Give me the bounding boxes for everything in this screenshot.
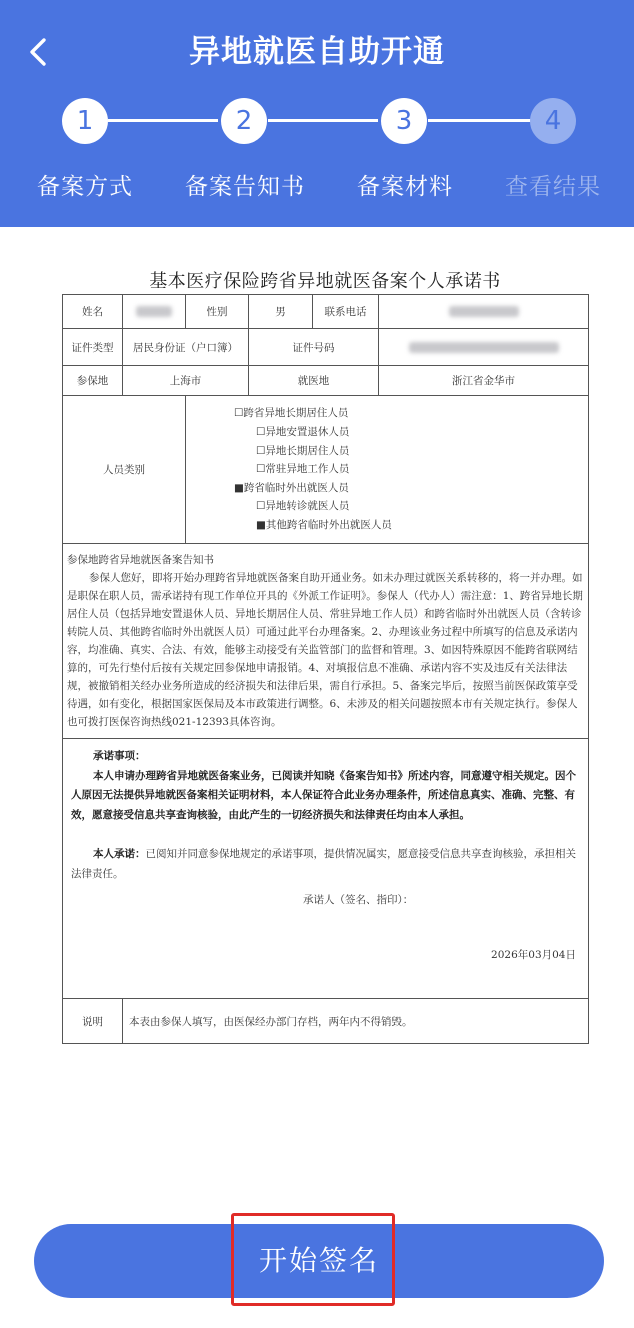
id-number-label: 证件号码 — [249, 329, 379, 366]
remark-text: 本表由参保人填写，由医保经办部门存档，两年内不得销毁。 — [123, 999, 589, 1044]
id-number-value — [379, 329, 589, 366]
category-option: ☐常驻异地工作人员 — [256, 463, 350, 476]
step-1-label: 备案方式 — [37, 174, 133, 200]
gender-value: 男 — [249, 295, 313, 329]
category-option: ■其他跨省临时外出就医人员 — [256, 518, 392, 531]
step-4-circle: 4 — [530, 98, 576, 144]
commitment-section — [63, 739, 589, 999]
treatment-place-label: 就医地 — [249, 366, 379, 396]
step-connector — [268, 119, 378, 122]
category-option: ☐异地长期居住人员 — [256, 444, 350, 457]
header-bar — [0, 0, 634, 227]
step-progress — [0, 98, 634, 142]
category-option: ☐异地转诊就医人员 — [256, 500, 350, 513]
remark-label: 说明 — [63, 999, 123, 1044]
commitment-text: 本人申请办理跨省异地就医备案业务，已阅读并知晓《备案告知书》所述内容，同意遵守相关规定。因个人原因无法提供异地就医备案相关证明材料，本人保证符合此业务办理条件，所述信息真实、准确、完整、有效，愿意接受信息共享查询核验，由此产生的一切经济损失和法律责任均由本人承担。 — [71, 769, 576, 821]
notice-title: 参保地跨省异地就医备案告知书 — [67, 553, 214, 566]
step-4-label: 查看结果 — [505, 174, 601, 200]
notice-text: 参保人您好，即将开始办理跨省异地就医备案自助开通业务。如未办理过就医关系转移的，将一并办理。如是职保在职人员，需承诺持有现工作单位开具的《外派工作证明》。参保人（代办人）需注意：1、跨省异地长期居住人员（包括异地安置退休人员、异地长期居住人员、常驻异地工作人员）和跨省临时外出就医人员（含转诊转院人员、其他跨省临时外出就医人员）可通过此平台办理备案。2、办理该业务过程中所填写的信息及承诺内容，均准确、真实、合法、有效，能够主动接受有关监管部门的监督和管理。3、如因特殊原因不能跨省联网结算的，可先行垫付后按有关规定回参保地申请报销。4、对填报信息不准确、承诺内容不实及违反有关法律法规，被撤销相关经办业务所造成的经济损失和法律后果，需自行承担。5、备案完毕后，按照当前医保政策享受待遇，如有变化，根据国家医保局及本市政策进行调整。6、未涉及的相关问题按照本市有关规定执行。参保人也可拨打医保咨询热线021-12393具体咨询。 — [67, 571, 583, 729]
id-type-value: 居民身份证（户口簿） — [123, 329, 249, 366]
signer-label: 承诺人（签名、指印）： — [303, 894, 414, 906]
step-2-label: 备案告知书 — [185, 174, 305, 200]
step-3-circle: 3 — [381, 98, 427, 144]
commit-date: 2026年03月04日 — [491, 949, 576, 961]
name-label: 姓名 — [63, 295, 123, 329]
commitment-document — [62, 270, 588, 1044]
category-options — [186, 396, 589, 544]
redacted-name — [136, 306, 172, 317]
document-title: 基本医疗保险跨省异地就医备案个人承诺书 — [149, 271, 501, 292]
redacted-id-number — [409, 342, 559, 353]
page-title: 异地就医自助开通 — [189, 34, 445, 70]
category-option: ☐异地安置退休人员 — [256, 426, 350, 439]
phone-value — [379, 295, 589, 329]
notice-section — [63, 544, 589, 739]
insured-place-value: 上海市 — [123, 366, 249, 396]
phone-label: 联系电话 — [313, 295, 379, 329]
step-3-label: 备案材料 — [357, 174, 453, 200]
redacted-phone — [449, 306, 519, 317]
self-commit-label: 本人承诺： — [93, 848, 146, 860]
self-commit-text: 已阅知并同意参保地规定的承诺事项，提供情况属实，愿意接受信息共享查询核验，承担相关法律责任。 — [71, 848, 576, 880]
commitment-heading: 承诺事项： — [93, 750, 146, 762]
id-type-label: 证件类型 — [63, 329, 123, 366]
category-label: 人员类别 — [63, 396, 186, 544]
commitment-form-table — [62, 294, 589, 1044]
gender-label: 性别 — [186, 295, 249, 329]
step-2-circle: 2 — [221, 98, 267, 144]
category-option: ■跨省临时外出就医人员 — [234, 481, 349, 494]
name-value — [123, 295, 186, 329]
insured-place-label: 参保地 — [63, 366, 123, 396]
treatment-place-value: 浙江省金华市 — [379, 366, 589, 396]
start-sign-button[interactable]: 开始签名 — [34, 1224, 604, 1298]
step-1-circle: 1 — [62, 98, 108, 144]
category-option: ☐跨省异地长期居住人员 — [234, 407, 349, 420]
step-connector — [428, 119, 538, 122]
step-connector — [108, 119, 218, 122]
